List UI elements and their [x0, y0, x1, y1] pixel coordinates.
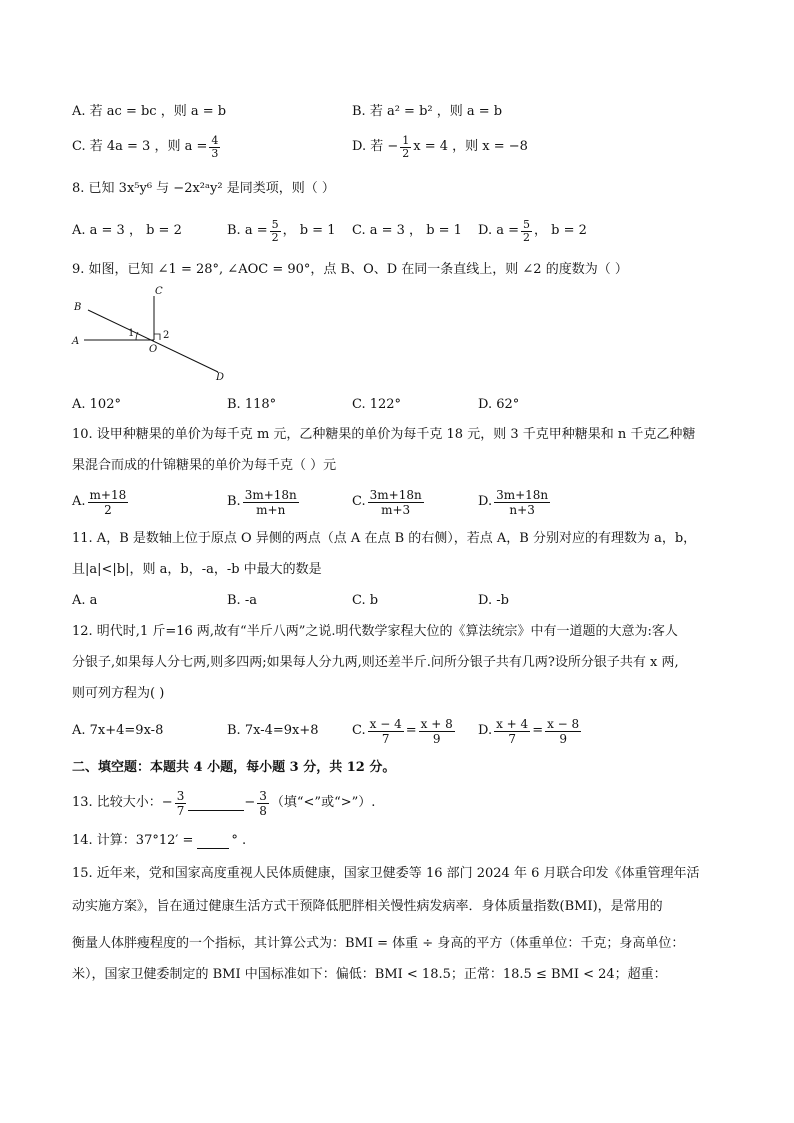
q7-option-c-fraction: $\frac{4}{3}$ — [211, 133, 219, 160]
label-d: D — [216, 372, 225, 383]
q7-option-c-text: C. 若 4a = 3 ，则 a = — [72, 139, 208, 154]
q8-option-b-text: B. a = — [227, 223, 268, 238]
q11-option-c: C. b — [352, 593, 379, 608]
q10-stem-line1: 10. 设甲种糖果的单价为每千克 m 元，乙种糖果的单价为每千克 18 元，则 3 千克甲种糖果和 n 千克乙种糖 — [72, 427, 696, 442]
q12-option-a: A. 7x+4=9x-8 — [72, 723, 164, 738]
q12-option-c-right-fraction: $\frac{x + 8}{9}$ — [420, 716, 453, 746]
line-bd — [88, 310, 218, 372]
q7-option-d-fraction: $\frac{1}{2}$ — [402, 133, 410, 160]
q14-answer-blank[interactable] — [197, 834, 229, 849]
q10-option-d-fraction: $\frac{3m+18n}{n+3}$ — [496, 487, 549, 517]
q10-option-a-fraction: $\frac{m+18}{2}$ — [89, 487, 127, 517]
q7-option-a: A. 若 ac = bc ，则 a = b — [72, 104, 227, 119]
label-angle-1: 1 — [128, 328, 135, 339]
q13-second-fraction: $\frac{3}{8}$ — [259, 788, 267, 818]
q10-option-b — [227, 485, 301, 519]
q12-option-d-left-fraction: $\frac{x + 4}{7}$ — [496, 716, 529, 746]
q12-option-b: B. 7x-4=9x+8 — [227, 723, 319, 738]
q8-option-d-text: D. a = — [478, 223, 519, 238]
label-c: C — [155, 286, 163, 297]
q11-option-a: A. a — [72, 593, 98, 608]
q9-option-c: C. 122° — [352, 397, 402, 412]
q11-stem-line2: 且|a|<|b|，则 a，b，-a，-b 中最大的数是 — [72, 562, 322, 577]
q11-option-b: B. -a — [227, 593, 257, 608]
q10-option-b-fraction: $\frac{3m+18n}{m+n}$ — [244, 487, 297, 517]
q12-stem-line2: 分银子,如果每人分七两,则多四两;如果每人分九两,则还差半斤.问所分银子共有几两?设所分银子共有 x 两, — [72, 655, 679, 670]
q9-angle-diagram — [66, 284, 246, 384]
q12-stem-line3: 则可列方程为( ) — [72, 686, 165, 701]
right-angle-mark — [154, 334, 160, 340]
q8-option-d-fraction: $\frac{5}{2}$ — [523, 217, 530, 244]
q8-option-b-rest: ， b = 1 — [282, 223, 336, 238]
q14-text: 14. 计算：37°12′ = — [72, 833, 194, 848]
q10-option-a-letter: A. — [72, 494, 86, 509]
q12-option-c-letter: C. — [352, 723, 366, 738]
q8-option-a: A. a = 3 ， b = 2 — [72, 223, 182, 238]
label-angle-2: 2 — [163, 330, 170, 341]
q12-option-c — [352, 714, 457, 748]
q15-line4: 米），国家卫健委制定的 BMI 中国标准如下：偏低：BMI < 18.5；正常：18.5 ≤ BMI < 24；超重： — [72, 967, 667, 982]
q13-text: 13. 比较大小：− — [72, 795, 173, 810]
q8-option-c: C. a = 3 ， b = 1 — [352, 223, 462, 238]
q9-option-d: D. 62° — [478, 397, 520, 412]
q7-option-d-rest: x = 4 ，则 x = −8 — [413, 139, 528, 154]
q8-option-d-rest: ， b = 2 — [534, 223, 587, 238]
q10-option-d-letter: D. — [478, 494, 493, 509]
label-b: B — [74, 302, 82, 313]
label-o: O — [149, 344, 158, 355]
q12-option-c-left-fraction: $\frac{x - 4}{7}$ — [369, 716, 402, 746]
q12-option-d-right-fraction: $\frac{x - 8}{9}$ — [547, 716, 580, 746]
q7-option-c — [72, 132, 222, 162]
q8-stem: 8. 已知 3x⁵y⁶ 与 −2x²ᵃy² 是同类项，则（ ） — [72, 181, 335, 196]
q7-option-d — [352, 132, 528, 162]
q15-line3: 衡量人体胖瘦程度的一个指标，其计算公式为：BMI = 体重 ÷ 身高的平方（体重单位：千克；身高单位： — [72, 936, 685, 951]
q10-option-d — [478, 485, 552, 519]
q8-option-b-fraction: $\frac{5}{2}$ — [271, 217, 279, 244]
q7-option-d-text: D. 若 − — [352, 139, 399, 154]
q13-instruction: （填“<”或“>”）. — [270, 795, 376, 810]
q10-option-c — [352, 485, 426, 519]
q10-option-c-letter: C. — [352, 494, 366, 509]
q12-option-d-letter: D. — [478, 723, 493, 738]
q8-option-b — [227, 216, 335, 246]
q12-option-d-equals: = — [532, 723, 544, 738]
q10-option-b-letter: B. — [227, 494, 241, 509]
q12-option-c-equals: = — [405, 723, 417, 738]
q15-line1: 15. 近年来，党和国家高度重视人民体质健康，国家卫健委等 16 部门 2024 年 6 月联合印发《体重管理年活 — [72, 866, 700, 881]
q13-answer-blank[interactable] — [188, 796, 244, 811]
q12-stem-line1: 12. 明代时,1 斤=16 两,故有“半斤八两”之说.明代数学家程大位的《算法统宗》中有一道题的大意为:客人 — [72, 624, 678, 639]
q13-first-fraction: $\frac{3}{7}$ — [176, 788, 185, 818]
q8-option-d — [478, 216, 587, 246]
label-a: A — [72, 336, 80, 347]
q13-minus: − — [244, 795, 256, 810]
q14 — [72, 833, 246, 849]
q10-stem-line2: 果混合而成的什锦糖果的单价为每千克（ ）元 — [72, 458, 337, 473]
q11-option-d: D. -b — [478, 593, 509, 608]
q15-line2: 动实施方案》，旨在通过健康生活方式干预降低肥胖相关慢性病发病率．身体质量指数(BMI)，是常用的 — [72, 899, 663, 914]
q10-option-c-fraction: $\frac{3m+18n}{m+3}$ — [369, 487, 422, 517]
q12-option-d — [478, 714, 583, 748]
q11-stem-line1: 11. A，B 是数轴上位于原点 O 异侧的两点（点 A 在点 B 的右侧），若点 A，B 分别对应的有理数为 a，b， — [72, 531, 697, 546]
q10-option-a — [72, 485, 130, 519]
q7-option-b: B. 若 a² = b² ，则 a = b — [352, 104, 503, 119]
q9-option-a: A. 102° — [72, 397, 121, 412]
q9-option-b: B. 118° — [227, 397, 277, 412]
q13 — [72, 786, 375, 820]
q14-degree: ° . — [231, 833, 247, 848]
section-2-heading: 二、填空题：本题共 4 小题，每小题 3 分，共 12 分。 — [72, 760, 396, 775]
q9-stem: 9. 如图，已知 ∠1 = 28°, ∠AOC = 90°，点 B、O、D 在同一条直线上，则 ∠2 的度数为（ ） — [72, 262, 628, 277]
